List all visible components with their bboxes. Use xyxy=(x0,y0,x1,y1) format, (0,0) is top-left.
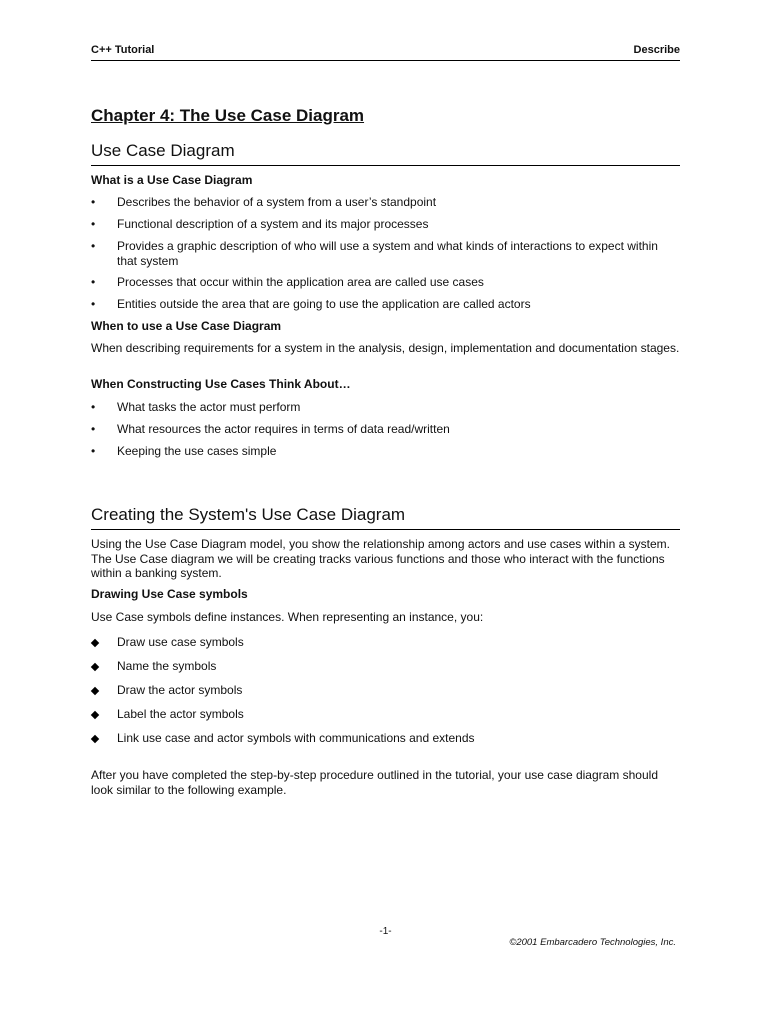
header-right-title: Describe xyxy=(633,44,680,56)
subheading-think-about: When Constructing Use Cases Think About… xyxy=(91,377,351,391)
list-item: Label the actor symbols xyxy=(91,707,680,722)
diamond-bullet-icon xyxy=(91,683,111,698)
list-item: • Functional description of a system and its major processes xyxy=(91,217,429,231)
list-item: Draw the actor symbols xyxy=(91,683,680,698)
subheading-when-to-use: When to use a Use Case Diagram xyxy=(91,319,282,333)
bullet-icon: • xyxy=(91,275,96,289)
list-item: • Entities outside the area that are going to use the application are called actors xyxy=(91,297,531,311)
paragraph-when-to-use: When describing requirements for a system in the analysis, design, implementation and documentation stages. xyxy=(91,341,680,355)
subheading-what-is: What is a Use Case Diagram xyxy=(91,173,253,187)
bullet-icon: • xyxy=(91,195,96,209)
bullet-icon: • xyxy=(91,239,96,253)
chapter-title: Chapter 4: The Use Case Diagram xyxy=(91,106,365,125)
bullet-icon: • xyxy=(91,422,96,436)
section-title-use-case-diagram: Use Case Diagram xyxy=(91,141,680,166)
list-item: Link use case and actor symbols with communications and extends xyxy=(91,731,680,746)
bullet-icon: • xyxy=(91,217,96,231)
list-item: Name the symbols xyxy=(91,659,680,674)
list-item: • Provides a graphic description of who will use a system and what kinds of interactions to expect within that system xyxy=(91,239,658,268)
subheading-drawing-symbols: Drawing Use Case symbols xyxy=(91,587,248,601)
page-number: -1- xyxy=(379,926,392,937)
diamond-bullet-icon xyxy=(91,731,111,746)
copyright-notice: ©2001 Embarcadero Technologies, Inc. xyxy=(509,937,676,948)
diamond-bullet-icon xyxy=(91,707,111,722)
bullet-icon: • xyxy=(91,297,96,311)
paragraph-drawing-intro: Use Case symbols define instances. When representing an instance, you: xyxy=(91,610,484,624)
diamond-bullet-icon xyxy=(91,635,111,650)
section-title-creating-system: Creating the System's Use Case Diagram xyxy=(91,505,680,530)
bullet-icon: • xyxy=(91,444,96,458)
list-item: Draw use case symbols xyxy=(91,635,680,650)
list-item: • Keeping the use cases simple xyxy=(91,444,277,458)
paragraph-closing: After you have completed the step-by-step procedure outlined in the tutorial, your use case diagram should look similar to the following example. xyxy=(91,768,658,797)
header-left-title: C++ Tutorial xyxy=(91,44,155,56)
list-item: • Describes the behavior of a system from a user’s standpoint xyxy=(91,195,437,209)
list-item: • What tasks the actor must perform xyxy=(91,400,301,414)
list-item: • Processes that occur within the application area are called use cases xyxy=(91,275,484,289)
diamond-bullet-icon xyxy=(91,659,111,674)
running-header xyxy=(91,44,680,61)
list-item: • What resources the actor requires in terms of data read/written xyxy=(91,422,450,436)
bullet-icon: • xyxy=(91,400,96,414)
paragraph-intro: Using the Use Case Diagram model, you show the relationship among actors and use cases within a system. The Use Case diagram we will be creating tracks various functions and those who interact with the functions within a banking system. xyxy=(91,537,670,580)
document-page xyxy=(91,0,680,1024)
